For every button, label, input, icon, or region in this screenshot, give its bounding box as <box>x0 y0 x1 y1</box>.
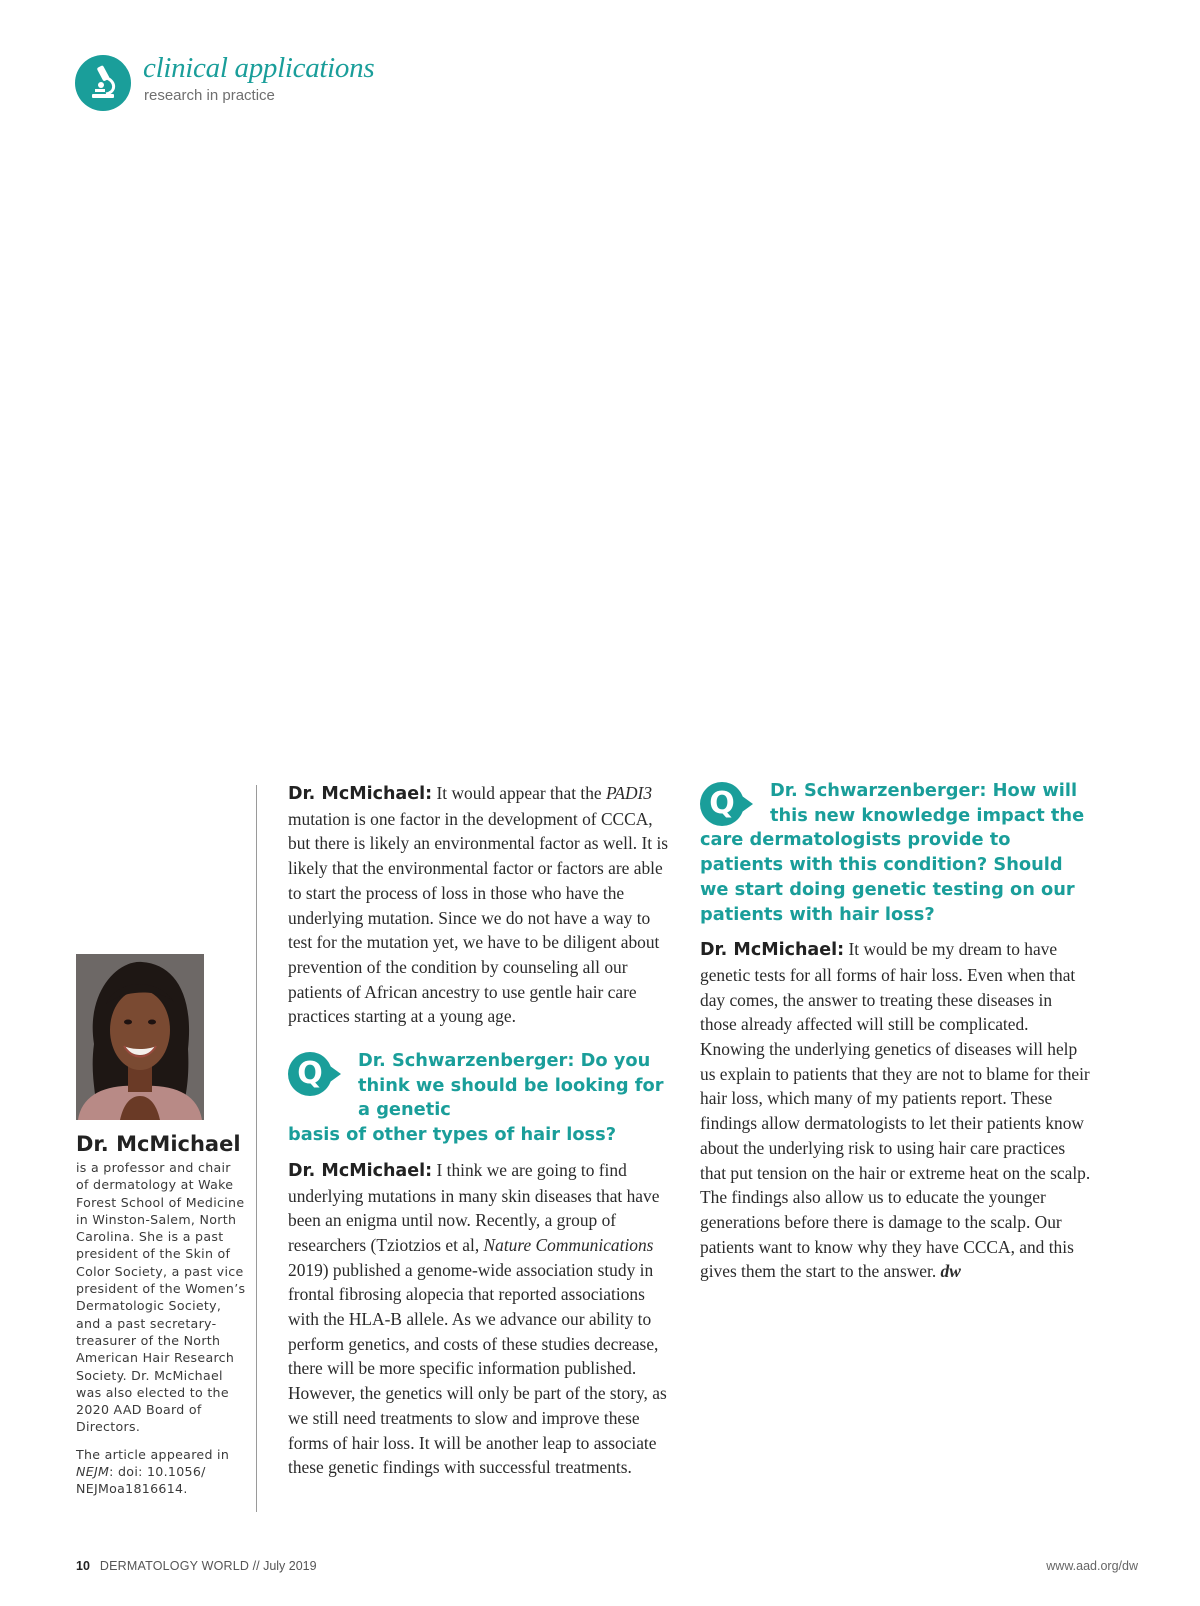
article-reference <box>76 1446 246 1498</box>
answer-text: mutation is one factor in the development of CCCA, but there is likely an environmental factor as well. It is likely that the environmental factor or factors are able to start the process of loss in those who have the underlying mutation. Since we do not have a way to test for the mutation yet, we have to be diligent about prevention of the condition by counseling all our patients of African ancestry to use gentle hair care practices starting at a young age. <box>288 808 669 1027</box>
section-title: clinical applications <box>143 52 375 84</box>
answer-text: I think we are going to find underlying mutations in many skin diseases that have been an enigma until now. Recently, a group of researchers (Tziotzios et al, <box>288 1159 660 1255</box>
question-block <box>700 779 1092 927</box>
answer-paragraph <box>288 1158 678 1480</box>
question-text: Dr. Schwarzenberger: How will this new knowledge impact the <box>770 780 1085 826</box>
question-badge-icon: Q <box>700 782 744 826</box>
answer-paragraph <box>700 937 1092 1284</box>
section-subtitle: research in practice <box>144 87 275 104</box>
column-divider <box>256 785 257 1512</box>
journal-name: Nature Communications <box>483 1234 654 1255</box>
author-bio <box>76 1159 246 1498</box>
bio-paragraph: is a professor and chair of dermatology at Wake Forest School of Medicine in Winston-Salem, North Carolina. She is a past president of the Skin of Color Society, a past vice president of the Women’s Dermatologic Society, and a past secretary-treasurer of the North American Hair Research Society. Dr. McMichael was also elected to the 2020 AAD Board of Directors. <box>76 1160 246 1435</box>
journal-name: NEJM <box>76 1464 110 1480</box>
question-text-cont: care dermatologists provide to patients with this condition? Should we start doing genetic testing on our patients with hair loss? <box>700 829 1075 925</box>
issue-date: July 2019 <box>263 1559 317 1573</box>
question-badge-icon: Q <box>288 1052 332 1096</box>
question-block <box>288 1049 678 1148</box>
author-photo <box>76 954 204 1120</box>
end-mark: dw <box>940 1261 961 1282</box>
answer-text: 2019) published a genome-wide association study in frontal fibrosing alopecia that reported associations with the HLA-B allele. As we advance our ability to perform genetics, and costs of these studies decrease, there will be more specific information published. However, the genetics will only be part of the story, as we still need treatments to slow and improve these forms of hair loss. It will be another leap to associate these genetic findings with successful treatments. <box>288 1259 667 1478</box>
doi-text: : doi: 10.1056/ NEJMoa1816614. <box>76 1464 206 1497</box>
publication-name: DERMATOLOGY WORLD <box>99 1559 250 1573</box>
question-text-cont: basis of other types of hair loss? <box>288 1124 617 1146</box>
article-column-2 <box>700 779 1092 1284</box>
answer-text: It would be my dream to have genetic tests for all forms of hair loss. Even when that day comes, the answer to treating these diseases in those already affected will still be complicated. Knowing the underlying genetics of diseases will help us explain to patients that they are not to blame for their hair loss, which many of my patients report. These findings allow dermatologists to let their patients know about the underlying risk to using hair care practices that put tension on the hair or extreme heat on the scalp. The findings also allow us to educate the younger generations before there is damage to the scalp. Our patients want to know why they have CCCA, and this gives them the start to the answer. <box>700 939 1091 1282</box>
speaker-label: Dr. McMichael: <box>288 1160 433 1181</box>
speaker-label: Dr. McMichael: <box>288 784 433 804</box>
gene-name: PADI3 <box>605 783 653 803</box>
microscope-icon <box>75 55 131 111</box>
article-column-1 <box>288 781 678 1480</box>
page-number: 10 <box>76 1559 90 1573</box>
answer-text: It would appear that the <box>432 783 606 803</box>
question-text: Dr. Schwarzenberger: Do you think we should be looking for a genetic <box>358 1050 664 1121</box>
footer-separator: // <box>249 1559 264 1573</box>
speaker-label: Dr. McMichael: <box>700 940 845 961</box>
author-name: Dr. McMichael <box>76 1132 241 1156</box>
reference-text: The article appeared in <box>76 1446 230 1462</box>
answer-paragraph <box>288 781 678 1029</box>
footer-url-link[interactable]: www.aad.org/dw <box>1046 1559 1138 1573</box>
footer-publication <box>76 1559 317 1573</box>
